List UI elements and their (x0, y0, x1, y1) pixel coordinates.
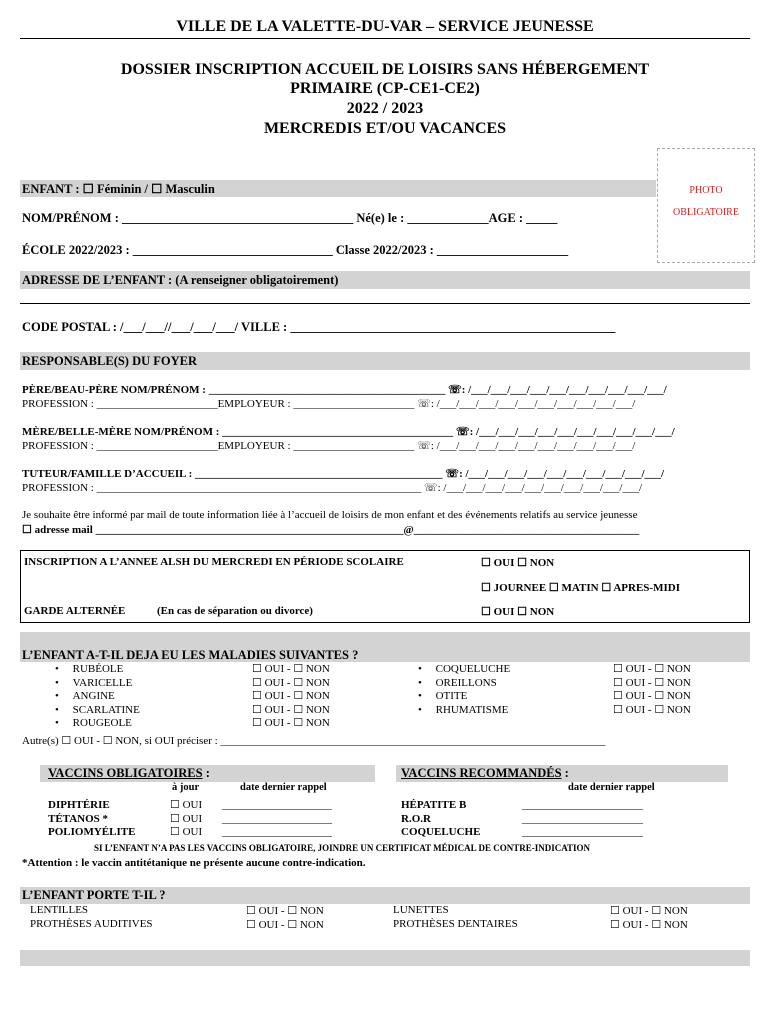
enfant-ecole-field[interactable]: ÉCOLE 2022/2023 : ________________________________ Classe 2022/2023 : _____________________ (22, 243, 569, 257)
choice-oui-non[interactable]: ☐ OUI - ☐ NON (246, 919, 324, 931)
choice-oui-non[interactable]: ☐ OUI - ☐ NON (613, 663, 691, 675)
choice-oui-non[interactable]: ☐ OUI - ☐ NON (613, 676, 691, 689)
vaccins-obligatoires-title: VACCINS OBLIGATOIRES : (48, 766, 210, 780)
porte-lentilles: LENTILLES (30, 904, 89, 916)
vaccins-oui-checks[interactable] (170, 799, 202, 840)
vaccins-rappel-lines[interactable] (222, 799, 332, 840)
garde-alternee-options[interactable]: ☐ OUI ☐ NON (481, 606, 555, 618)
choice-oui-non[interactable]: ☐ OUI - ☐ NON (252, 676, 330, 689)
photo-required-label: OBLIGATOIRE (673, 207, 739, 218)
list-item: TÉTANOS * (48, 812, 109, 825)
bottom-band (20, 950, 750, 966)
choice-oui-non[interactable]: ☐ OUI - ☐ NON (613, 690, 691, 702)
rappel-date-field[interactable]: ______________________ (522, 799, 643, 811)
date-rappel-rec-header: date dernier rappel (568, 782, 655, 793)
pere-profession-field[interactable]: PROFESSION : ______________________EMPLOYEUR : ______________________ ☏: /___/___/___/___/___/___/___/___/___/___/ (22, 398, 636, 410)
maladies-left-list (55, 663, 140, 731)
maladies-right-choices[interactable] (613, 663, 691, 717)
list-item: R.O.R (401, 812, 431, 825)
form-title-line2: PRIMAIRE (CP-CE1-CE2) (290, 80, 480, 97)
attention-note: *Attention : le vaccin antitétanique ne présente aucune contre-indication. (22, 857, 366, 869)
rappel-date-field[interactable]: ____________________ (222, 799, 332, 811)
porte-lunettes: LUNETTES (393, 904, 449, 916)
rappel-date-field[interactable]: ____________________ (222, 812, 332, 825)
form-title-line1: DOSSIER INSCRIPTION ACCUEIL DE LOISIRS SANS HÉBERGEMENT (120, 61, 650, 78)
responsables-title: RESPONSABLE(S) DU FOYER (22, 354, 198, 368)
list-item: • ANGINE (55, 690, 115, 702)
vaccins-recommandes-title: VACCINS RECOMMANDÉS : (401, 766, 569, 780)
photo-box[interactable] (657, 148, 755, 263)
certificat-note: SI L’ENFANT N’A PAS LES VACCINS OBLIGATOIRE, JOINDRE UN CERTIFICAT MÉDICAL DE CONTRE-INDICATION (94, 843, 591, 853)
photo-label: PHOTO (689, 185, 723, 196)
list-item: • ROUGEOLE (55, 717, 132, 729)
tuteur-nom-field[interactable]: TUTEUR/FAMILLE D’ACCUEIL : _____________________________________________ ☏: /___/___/___/___/___/___/___/___/___/___/ (22, 468, 665, 480)
list-item: HÉPATITE B (401, 799, 467, 811)
mere-nom-field[interactable]: MÈRE/BELLE-MÈRE NOM/PRÉNOM : __________________________________________ ☏: /___/___/___/___/___/___/___/___/___/___/ (22, 426, 675, 438)
choice-oui-non[interactable]: ☐ OUI - ☐ NON (610, 905, 688, 917)
oui-checkbox[interactable]: ☐ OUI (170, 826, 203, 838)
choice-oui-non[interactable]: ☐ OUI - ☐ NON (252, 663, 330, 675)
list-item: • SCARLATINE (55, 703, 140, 716)
list-item: • COQUELUCHE (418, 663, 511, 675)
choice-oui-non[interactable]: ☐ OUI - ☐ NON (613, 703, 691, 716)
porte-title: L’ENFANT PORTE T-IL ? (22, 888, 166, 902)
inscription-options[interactable]: ☐ OUI ☐ NON (481, 557, 555, 569)
list-item: • OREILLONS (418, 676, 497, 689)
code-postal-field[interactable]: CODE POSTAL : /___/___//___/___/___/ VILLE : ____________________________________________________ (22, 320, 616, 334)
adresse-label: ADRESSE DE L’ENFANT : (A renseigner obligatoirement) (22, 273, 339, 287)
choice-oui-non[interactable]: ☐ OUI - ☐ NON (246, 905, 324, 917)
adresse-line[interactable] (20, 303, 750, 304)
garde-alternee-label: GARDE ALTERNÉE (24, 605, 126, 617)
oui-checkbox[interactable]: ☐ OUI (170, 812, 203, 825)
enfant-nom-field[interactable]: NOM/PRÉNOM : _____________________________________ Né(e) le : _____________AGE : _____ (22, 211, 558, 225)
header-rule (20, 38, 750, 39)
vaccins-rec-lines[interactable] (522, 799, 643, 840)
journee-options[interactable]: ☐ JOURNEE ☐ MATIN ☐ APRES-MIDI (481, 582, 680, 594)
pere-nom-field[interactable]: PÈRE/BEAU-PÈRE NOM/PRÉNOM : ___________________________________________ ☏: /___/___/___/___/___/___/___/___/___/___/ (22, 384, 667, 396)
maladies-left-choices[interactable] (252, 663, 330, 731)
list-item: DIPHTÉRIE (48, 799, 110, 811)
porte-protheses-dentaires: PROTHÈSES DENTAIRES (393, 918, 518, 930)
list-item: • RUBÉOLE (55, 663, 124, 675)
rappel-date-field[interactable]: ______________________ (522, 812, 643, 825)
tuteur-profession-field[interactable]: PROFESSION : ___________________________________________________________ ☏: /___/___/___/___/___/___/___/___/___/___/ (22, 482, 643, 494)
maladies-title: L’ENFANT A-T-IL DEJA EU LES MALADIES SUIVANTES ? (22, 648, 359, 662)
porte-protheses-auditives: PROTHÈSES AUDITIVES (30, 918, 153, 930)
form-year: 2022 / 2023 (346, 100, 424, 117)
vaccins-recommandes-list (401, 799, 480, 840)
inscription-label: INSCRIPTION A L’ANNEE ALSH DU MERCREDI EN PÉRIODE SCOLAIRE (24, 556, 404, 568)
a-jour-header: à jour (172, 782, 200, 793)
oui-checkbox[interactable]: ☐ OUI (170, 799, 203, 811)
enfant-sexe[interactable]: ENFANT : ☐ Féminin / ☐ Masculin (22, 182, 215, 196)
list-item: • RHUMATISME (418, 703, 509, 716)
form-title-line3: MERCREDIS ET/OU VACANCES (263, 120, 507, 137)
choice-oui-non[interactable]: ☐ OUI - ☐ NON (610, 919, 688, 931)
list-item: COQUELUCHE (401, 826, 481, 838)
date-rappel-header: date dernier rappel (240, 782, 327, 793)
rappel-date-field[interactable]: ______________________ (522, 826, 643, 838)
garde-alternee-sub: (En cas de séparation ou divorce) (157, 605, 313, 617)
rappel-date-field[interactable]: ____________________ (222, 826, 332, 838)
mere-profession-field[interactable]: PROFESSION : ______________________EMPLOYEUR : ______________________ ☏: /___/___/___/___/___/___/___/___/___/___/ (22, 440, 636, 452)
choice-oui-non[interactable]: ☐ OUI - ☐ NON (252, 703, 330, 716)
list-item: • OTITE (418, 690, 468, 702)
choice-oui-non[interactable]: ☐ OUI - ☐ NON (252, 690, 330, 702)
list-item: POLIOMYÉLITE (48, 826, 136, 838)
mail-field[interactable]: ☐ adresse mail ________________________________________________________@_________________________________________ (22, 524, 640, 536)
maladies-autres-field[interactable]: Autre(s) ☐ OUI - ☐ NON, si OUI préciser : ______________________________________________________________________ (22, 735, 606, 747)
list-item: • VARICELLE (55, 676, 133, 689)
vaccins-obligatoires-list (48, 799, 135, 840)
maladies-right-list (418, 663, 510, 717)
choice-oui-non[interactable]: ☐ OUI - ☐ NON (252, 717, 330, 729)
mail-consent-text: Je souhaite être informé par mail de toute information liée à l’accueil de loisirs de mon enfant et des événements relatifs au service jeunesse (22, 509, 638, 521)
organization-header: VILLE DE LA VALETTE-DU-VAR – SERVICE JEUNESSE (176, 18, 594, 35)
